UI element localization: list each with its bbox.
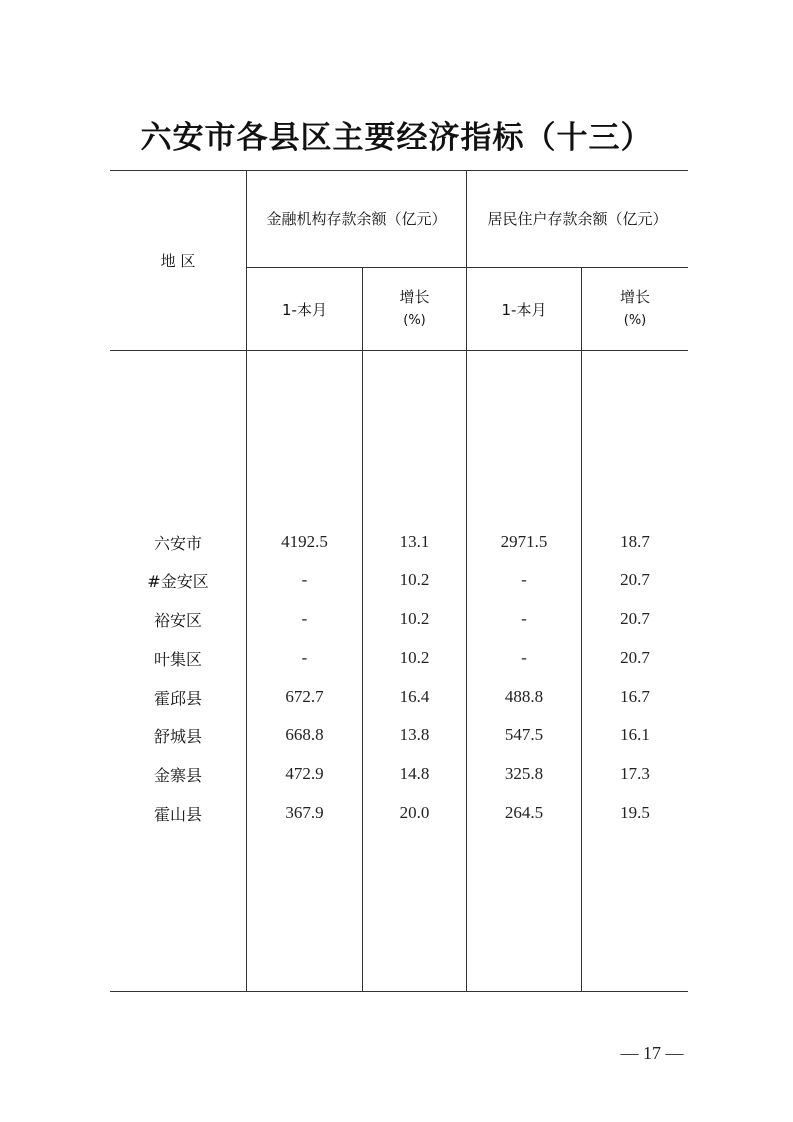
- fin-growth-value: 14.8: [399, 764, 430, 783]
- growth-unit: (%): [403, 313, 426, 328]
- region-column-header: 地 区: [160, 251, 196, 270]
- res-period-value: 2971.5: [500, 532, 548, 551]
- region-name: 金寨县: [153, 765, 202, 785]
- region-name: 叶集区: [153, 649, 202, 669]
- indicator-table: [110, 170, 688, 992]
- fin-period-value: -: [301, 609, 308, 628]
- res-growth-value: 16.1: [620, 725, 650, 744]
- fin-growth-value: 20.0: [399, 803, 430, 822]
- fin-period-value: 668.8: [285, 725, 324, 744]
- resident-deposits-header: 居民住户存款余额（亿元）: [487, 210, 668, 228]
- fin-period-value: 672.7: [285, 687, 324, 706]
- fin-growth-value: 13.1: [399, 532, 430, 551]
- region-name: 裕安区: [153, 610, 202, 630]
- region-name: 霍邱县: [153, 688, 202, 708]
- fin-period-value: -: [301, 648, 308, 667]
- res-growth-value: 16.7: [620, 687, 650, 706]
- res-period-header: 1-本月: [501, 300, 547, 319]
- fin-growth-value: 13.8: [399, 725, 430, 744]
- res-period-value: 325.8: [504, 764, 544, 783]
- region-name: 霍山县: [153, 804, 202, 824]
- growth-label: 增长: [399, 288, 430, 306]
- fin-period-value: 4192.5: [281, 532, 328, 551]
- res-period-value: 488.8: [504, 687, 544, 706]
- fin-growth-value: 10.2: [399, 570, 430, 589]
- fin-period-value: 367.9: [285, 803, 324, 822]
- fin-growth-value: 10.2: [399, 648, 430, 667]
- financial-deposits-header: 金融机构存款余额（亿元）: [266, 210, 447, 228]
- table-bottom-rule: [110, 991, 688, 992]
- page-number: — 17 —: [620, 1043, 684, 1063]
- fin-growth-value: 16.4: [399, 687, 430, 706]
- region-name: 舒城县: [153, 726, 202, 746]
- res-growth-header: [582, 268, 688, 350]
- res-growth-value: 19.5: [620, 803, 650, 822]
- page-title: 六安市各县区主要经济指标（十三）: [140, 120, 653, 156]
- region-name: #金安区: [147, 571, 209, 591]
- header-bottom-rule: [110, 350, 688, 351]
- res-growth-value: 20.7: [620, 648, 650, 667]
- growth-label: 增长: [619, 288, 650, 306]
- res-period-value: -: [521, 570, 527, 589]
- fin-growth-value: 10.2: [399, 609, 430, 628]
- fin-period-value: 472.9: [285, 764, 324, 783]
- fin-period-value: -: [301, 570, 308, 589]
- fin-period-header: 1-本月: [282, 300, 327, 319]
- res-period-value: 547.5: [504, 725, 544, 744]
- res-growth-value: 17.3: [620, 764, 650, 783]
- res-period-value: -: [521, 609, 527, 628]
- res-period-value: -: [521, 648, 527, 667]
- res-period-value: 264.5: [504, 803, 544, 822]
- res-growth-value: 20.7: [620, 609, 650, 628]
- res-growth-value: 18.7: [620, 532, 650, 551]
- fin-growth-header: [363, 268, 466, 350]
- region-name: 六安市: [153, 533, 202, 553]
- growth-unit: (%): [623, 313, 647, 328]
- res-growth-value: 20.7: [620, 570, 650, 589]
